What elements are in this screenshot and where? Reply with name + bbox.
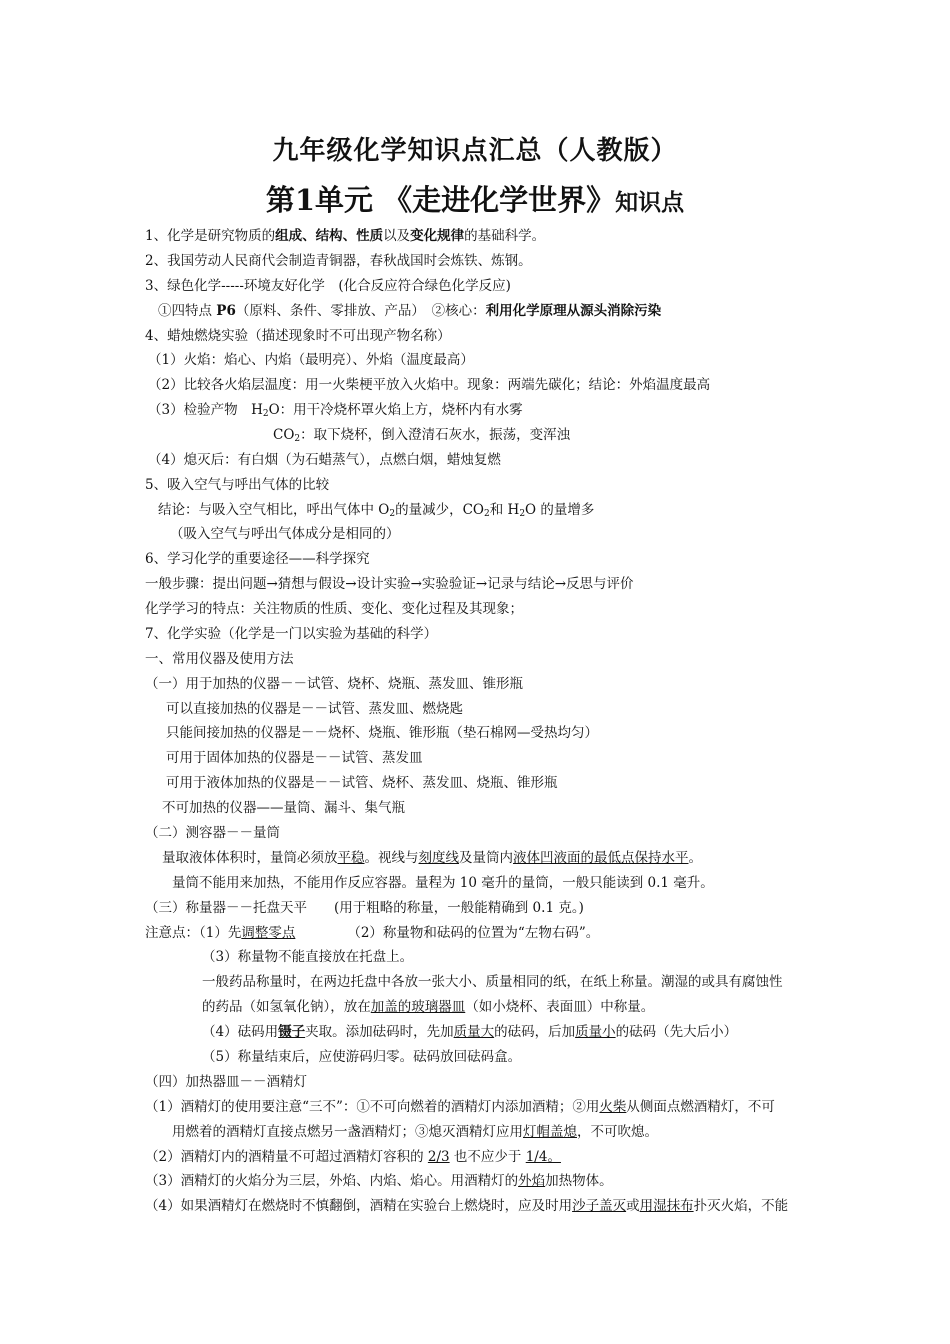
underlined-text: 2/3 <box>427 1149 450 1165</box>
line-14: 6、学习化学的重要途径——科学探究 <box>145 551 370 567</box>
line-22: 可用于固体加热的仪器是－－试管、蒸发皿 <box>166 750 423 766</box>
line-11: 5、吸入空气与呼出气体的比较 <box>145 477 330 493</box>
text: ，不可吹熄。 <box>577 1124 658 1140</box>
subscript: 2 <box>519 509 526 519</box>
text: 以及 <box>383 228 411 244</box>
text: 或 <box>626 1198 640 1214</box>
line-31: 一般药品称量时，在两边托盘中各放一张大小、质量相同的纸，在纸上称量。潮湿的或具有腐蚀性 <box>202 974 783 990</box>
text: （2）称量物和砝码的位置为“左物右码”。 <box>347 925 600 941</box>
line-23: 可用于液体加热的仪器是－－试管、烧杯、蒸发皿、烧瓶、锥形瓶 <box>166 775 558 791</box>
text: （如小烧杯、表面皿）中称量。 <box>465 999 655 1015</box>
text: O：用干冷烧杯罩火焰上方，烧杯内有水雾 <box>268 402 523 418</box>
line-12 <box>158 500 594 520</box>
line-9 <box>273 425 570 445</box>
underlined-text: 灯帽盖熄 <box>523 1124 577 1140</box>
line-26 <box>162 848 702 868</box>
text: 及量筒内 <box>459 850 513 866</box>
line-39 <box>145 1171 613 1191</box>
text: （3）酒精灯的火焰分为三层，外焰、内焰、焰心。用酒精灯的 <box>145 1173 519 1189</box>
text: 扑灭火焰，不能 <box>693 1198 789 1214</box>
text: 。视线与 <box>364 850 419 866</box>
text: 的基础科学。 <box>464 228 546 244</box>
line-8 <box>148 400 523 420</box>
line-29 <box>145 923 599 943</box>
subscript: 2 <box>484 509 490 519</box>
text: 的砝码，后加 <box>494 1024 576 1040</box>
text: 结论：与吸入空气相比，呼出气体中 O <box>158 502 390 518</box>
text: （4）如果酒精灯在燃烧时不慎翻倒，酒精在实验台上燃烧时，应及时用 <box>145 1198 573 1214</box>
line-28: （三）称量器－－托盘天平 (用于粗略的称量，一般能精确到 0.1 克。) <box>145 900 584 916</box>
line-30: （3）称量物不能直接放在托盘上。 <box>202 949 414 965</box>
text: 用燃着的酒精灯直接点燃另一盏酒精灯；③熄灭酒精灯应用 <box>172 1124 523 1140</box>
text: ①四特点 <box>158 303 217 319</box>
text: 的砝码（先大后小） <box>615 1024 738 1040</box>
underlined-text: 火柴 <box>599 1099 627 1115</box>
underlined-text: 外焰 <box>518 1173 546 1189</box>
text: （原料、条件、零排放、产品） ②核心： <box>235 303 486 319</box>
underlined-text: 质量大 <box>453 1024 495 1040</box>
bold-underlined-text: 镊子 <box>278 1024 306 1040</box>
bold-text: 变化规律 <box>410 228 465 244</box>
text: 也不应少于 <box>449 1149 526 1165</box>
underlined-text: 液体凹液面的最低点保持水平 <box>513 850 689 866</box>
text: （1）酒精灯的使用要注意“三不”：①不可向燃着的酒精灯内添加酒精；②用 <box>145 1099 600 1115</box>
line-33 <box>202 1022 737 1042</box>
line-1 <box>145 226 545 246</box>
text: 量取液体体积时，量筒必须放 <box>162 850 338 866</box>
bold-text: P6 <box>216 303 236 319</box>
line-36 <box>145 1097 775 1117</box>
unit-title <box>0 178 950 219</box>
underlined-text: 平稳 <box>337 850 365 866</box>
text: 和 H <box>489 502 520 518</box>
unit-title-tail: 知识点 <box>615 189 685 216</box>
line-35: （四）加热器皿－－酒精灯 <box>145 1074 307 1090</box>
line-21: 只能间接加热的仪器是－－烧杯、烧瓶、锥形瓶（垫石棉网—受热均匀） <box>166 725 598 741</box>
text: 从侧面点燃酒精灯，不可 <box>626 1099 775 1115</box>
text: O 的量增多 <box>525 502 595 518</box>
underlined-text: 刻度线 <box>418 850 459 866</box>
text: CO <box>273 427 295 443</box>
text: 加热物体。 <box>545 1173 613 1189</box>
bold-text: 组成、结构、性质 <box>275 228 384 244</box>
line-5: 4、蜡烛燃烧实验（描述现象时不可出现产物名称） <box>145 328 451 344</box>
line-25: （二）测容器－－量筒 <box>145 825 280 841</box>
line-7: （2）比较各火焰层温度：用一火柴梗平放入火焰中。现象：两端先碳化；结论：外焰温度最高 <box>148 377 711 393</box>
underlined-text: 沙子盖灭 <box>572 1198 627 1214</box>
text: 注意点：（1）先 <box>145 925 242 941</box>
line-27: 量筒不能用来加热，不能用作反应容器。量程为 10 毫升的量筒，一般只能读到 0.1 毫升。 <box>172 875 714 891</box>
text: 1、化学是研究物质的 <box>145 228 276 244</box>
underlined-text: 加盖的玻璃器皿 <box>370 999 466 1015</box>
text: ：取下烧杯，倒入澄清石灰水，振荡，变浑浊 <box>300 427 571 443</box>
line-34: （5）称量结束后，应使游码归零。砝码放回砝码盒。 <box>202 1049 522 1065</box>
text: （2）酒精灯内的酒精量不可超过酒精灯容积的 <box>145 1149 428 1165</box>
line-6: （1）火焰：焰心、内焰（最明亮）、外焰（温度最高） <box>148 352 474 368</box>
bold-text: 利用化学原理从源头消除污染 <box>485 303 662 319</box>
line-18: 一、常用仪器及使用方法 <box>145 651 294 667</box>
line-37 <box>172 1122 658 1142</box>
line-40 <box>145 1196 788 1216</box>
text: 的药品（如氢氧化钠），放在 <box>202 999 371 1015</box>
subscript: 2 <box>389 509 396 519</box>
underlined-text: 质量小 <box>575 1024 616 1040</box>
text: 的量减少，CO <box>395 502 484 518</box>
line-19: （一）用于加热的仪器－－试管、烧杯、烧瓶、蒸发皿、锥形瓶 <box>145 676 523 692</box>
line-24: 不可加热的仪器——量筒、漏斗、集气瓶 <box>162 800 405 816</box>
document-title: 九年级化学知识点汇总（人教版） <box>272 136 678 166</box>
line-32 <box>202 997 654 1017</box>
line-16: 化学学习的特点：关注物质的性质、变化、变化过程及其现象； <box>145 601 523 617</box>
line-13: （吸入空气与呼出气体成分是相同的） <box>170 526 400 542</box>
line-3: 3、绿色化学-----环境友好化学 (化合反应符合绿色化学反应) <box>145 278 511 294</box>
line-4 <box>158 301 661 321</box>
text: 夹取。添加砝码时，先加 <box>305 1024 454 1040</box>
underlined-text: 1/4。 <box>525 1149 561 1165</box>
subscript: 2 <box>262 409 269 419</box>
underlined-text: 用湿抹布 <box>639 1198 694 1214</box>
line-15: 一般步骤：提出问题→猜想与假设→设计实验→实验验证→记录与结论→反思与评价 <box>145 576 634 592</box>
unit-title-main: 第1单元 《走进化学世界》 <box>265 183 616 217</box>
line-2: 2、我国劳动人民商代会制造青铜器，春秋战国时会炼铁、炼钢。 <box>145 253 532 269</box>
line-17: 7、化学实验（化学是一门以实验为基础的科学） <box>145 626 438 642</box>
text: 。 <box>688 850 702 866</box>
underlined-text: 调整零点 <box>241 925 296 941</box>
text: （4）砝码用 <box>202 1024 279 1040</box>
line-10: （4）熄灭后：有白烟（为石蜡蒸气），点燃白烟，蜡烛复燃 <box>148 452 501 468</box>
text: （3）检验产物 H <box>148 402 263 418</box>
line-38 <box>145 1147 561 1167</box>
line-20: 可以直接加热的仪器是－－试管、蒸发皿、燃烧匙 <box>166 701 463 717</box>
subscript: 2 <box>294 434 301 444</box>
